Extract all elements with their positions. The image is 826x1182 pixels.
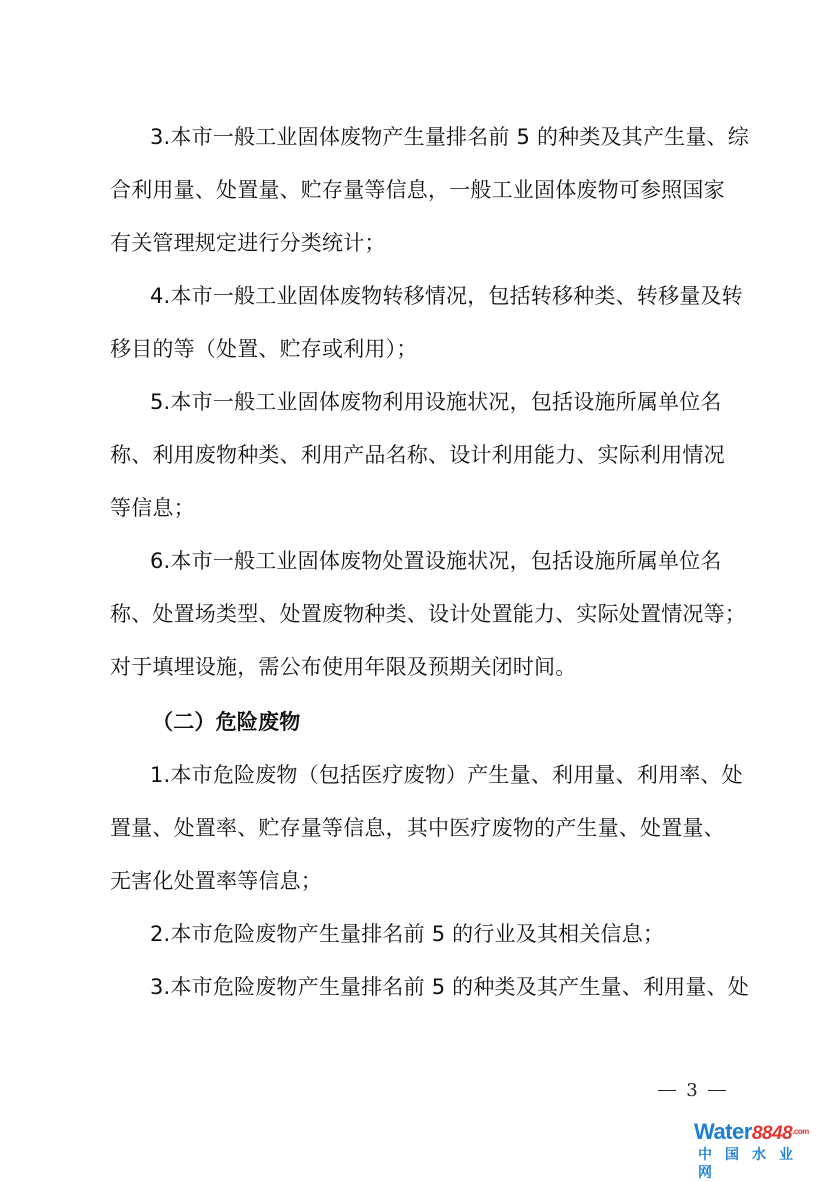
paragraph-line: 对于填埋设施，需公布使用年限及预期关闭时间。 <box>110 655 577 679</box>
watermark-logo <box>694 1119 822 1181</box>
paragraph-line: 3.本市一般工业固体废物产生量排名前 5 的种类及其产生量、综 <box>150 125 749 149</box>
paragraph-line: 合利用量、处置量、贮存量等信息，一般工业固体废物可参照国家 <box>110 178 725 202</box>
watermark-brand-text: Water <box>694 1119 752 1144</box>
paragraph-line: 等信息； <box>110 496 195 520</box>
paragraph-line: 移目的等（处置、贮存或利用）； <box>110 337 418 361</box>
paragraph-line: 称、利用废物种类、利用产品名称、设计利用能力、实际利用情况 <box>110 443 725 467</box>
paragraph-line: 有关管理规定进行分类统计； <box>110 231 386 255</box>
paragraph-line: 无害化处置率等信息； <box>110 869 322 893</box>
page-number <box>652 1078 732 1102</box>
paragraph-line: 称、处置场类型、处置废物种类、设计处置能力、实际处置情况等； <box>110 602 746 626</box>
section-heading: （二）危险废物 <box>152 710 301 734</box>
watermark-chinese: 中国水业网 <box>698 1147 806 1181</box>
paragraph-line: 6.本市一般工业固体废物处置设施状况，包括设施所属单位名 <box>150 549 722 573</box>
paragraph-line: 4.本市一般工业固体废物转移情况，包括转移种类、转移量及转 <box>150 284 743 308</box>
paragraph-line: 5.本市一般工业固体废物利用设施状况，包括设施所属单位名 <box>150 390 722 414</box>
paragraph-line: 2.本市危险废物产生量排名前 5 的行业及其相关信息； <box>150 922 665 946</box>
paragraph-line: 3.本市危险废物产生量排名前 5 的种类及其产生量、利用量、处 <box>150 975 749 999</box>
watermark-brand-number: 8848 <box>751 1123 793 1144</box>
dash-right <box>708 1090 726 1091</box>
watermark-brand-domain: .com <box>792 1127 809 1136</box>
paragraph-line: 1.本市危险废物（包括医疗废物）产生量、利用量、利用率、处 <box>150 763 743 787</box>
page-number-value: 3 <box>686 1079 698 1101</box>
dash-left <box>658 1090 676 1091</box>
watermark-brand <box>694 1120 822 1146</box>
paragraph-line: 置量、处置率、贮存量等信息，其中医疗废物的产生量、处置量、 <box>110 816 725 840</box>
